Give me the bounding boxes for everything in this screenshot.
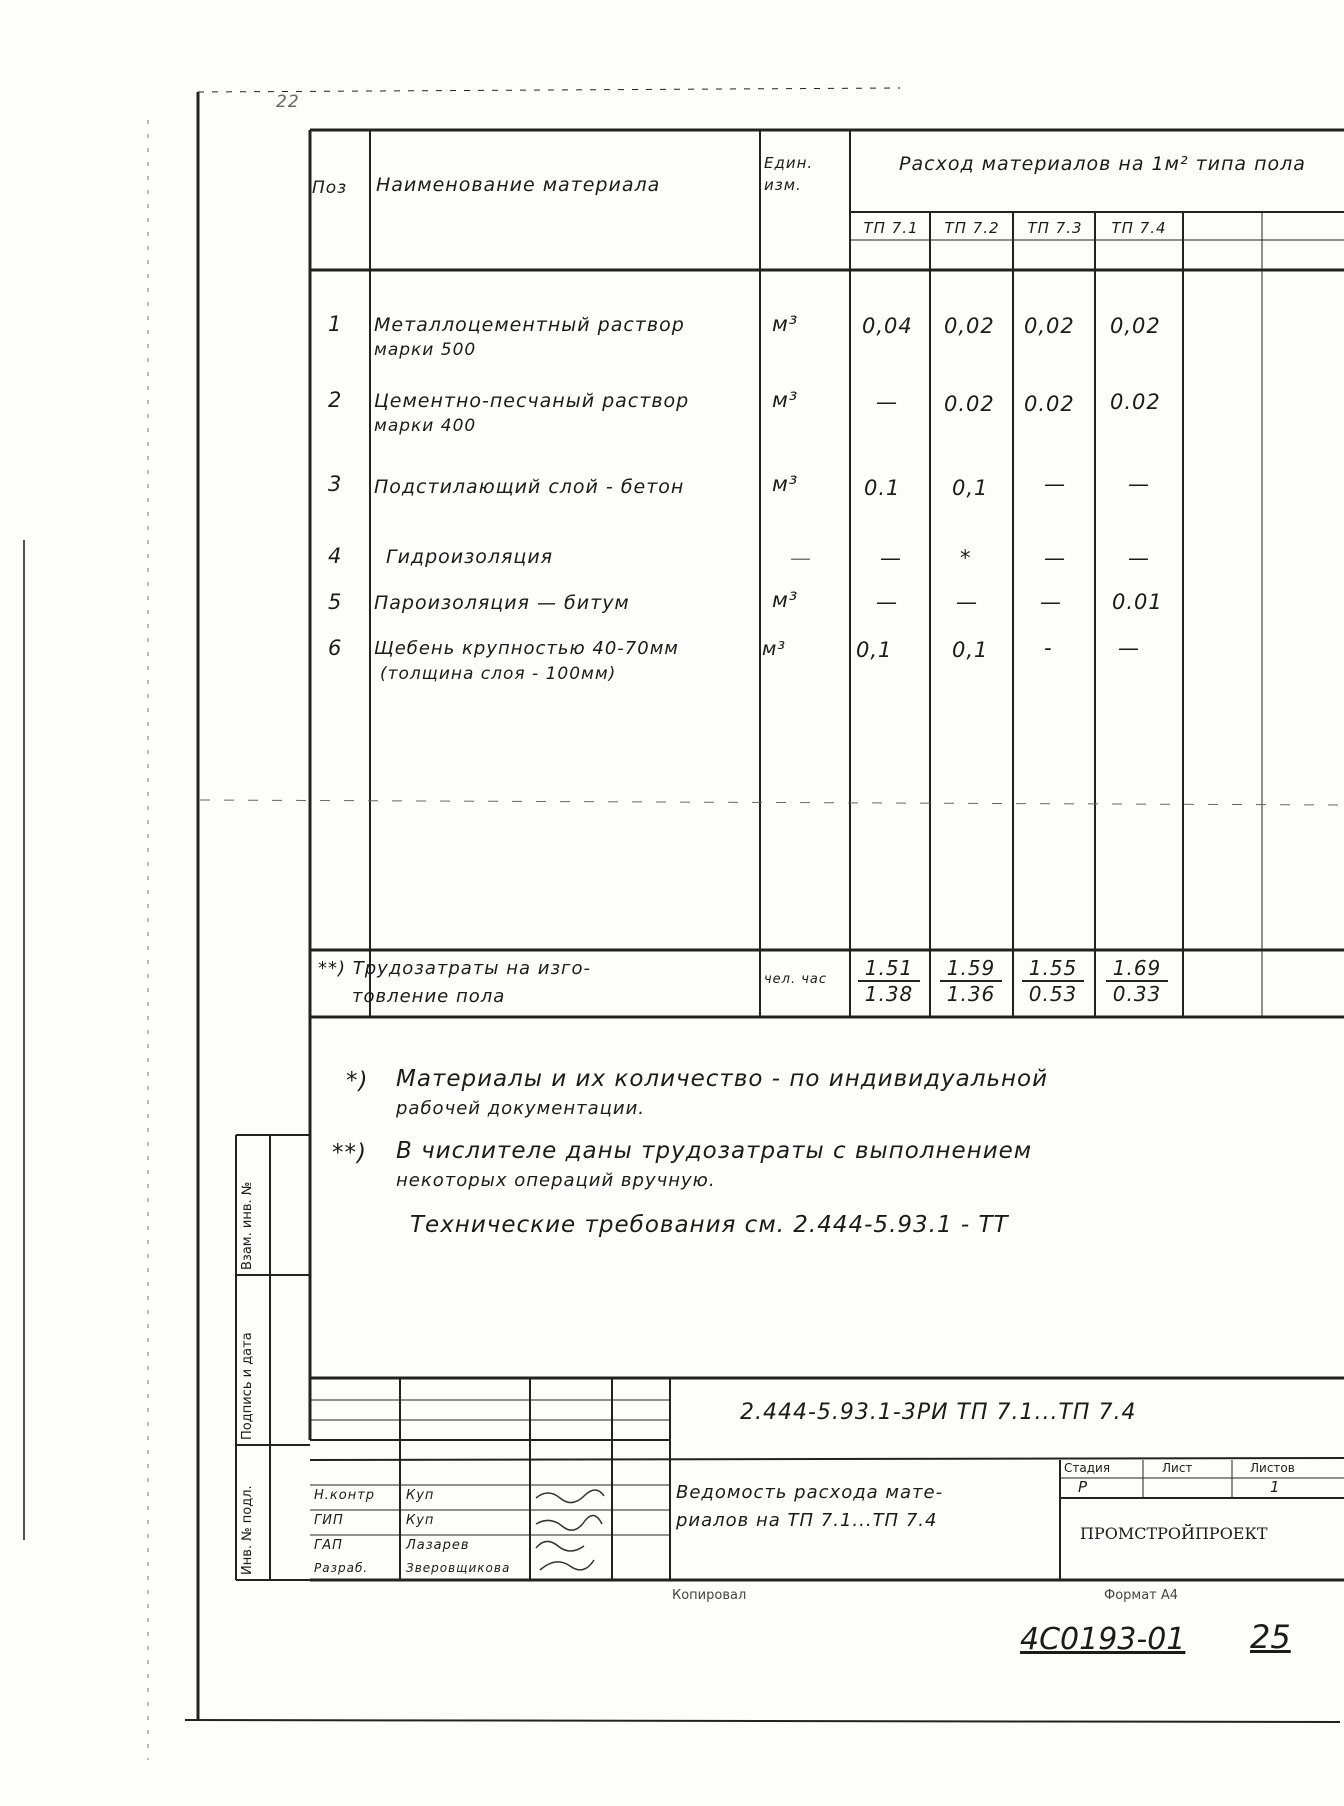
labor-value-4 [1106, 956, 1168, 1006]
row-5-name-line1: Пароизоляция — битум [374, 592, 630, 614]
signer-3-name: Лазарев [406, 1538, 470, 1553]
row-4-value-2: * [960, 546, 972, 570]
row-1-value-1: 0,04 [862, 314, 913, 338]
header-type-1: ТП 7.1 [863, 219, 919, 237]
header-consumption: Расход материалов на 1м² типа пола [899, 153, 1306, 175]
side-label-replaced-inv: Взам. инв. № [240, 1181, 255, 1270]
row-3-value-4: — [1128, 472, 1150, 496]
signer-4-role: Разраб. [314, 1561, 369, 1575]
row-2-name-line2: марки 400 [374, 416, 477, 436]
note-2-line1: В числителе даны трудозатраты с выполнением [396, 1138, 1033, 1164]
page-number: 25 [1250, 1618, 1291, 1656]
labor-value-3 [1022, 956, 1084, 1006]
side-label-inv-orig: Инв. № подл. [240, 1485, 255, 1575]
row-5-value-3: — [1040, 590, 1062, 614]
note-1-line1: Материалы и их количество - по индивидуальной [396, 1066, 1049, 1092]
row-5-value-2: — [956, 590, 978, 614]
signer-3-role: ГАП [314, 1538, 343, 1553]
row-1-pos: 1 [328, 312, 343, 336]
copied-label: Копировал [672, 1588, 747, 1603]
row-1-value-4: 0,02 [1110, 314, 1161, 338]
row-4-name-line1: Гидроизоляция [386, 546, 554, 568]
signer-1-role: Н.контр [314, 1488, 376, 1503]
row-5-pos: 5 [328, 590, 343, 614]
row-6-value-2: 0,1 [952, 638, 989, 662]
row-6-name-line2: (толщина слоя - 100мм) [380, 664, 617, 684]
header-type-4: ТП 7.4 [1111, 219, 1167, 237]
row-1-unit: м³ [772, 312, 799, 336]
header-type-2: ТП 7.2 [944, 219, 1000, 237]
labor-value-1-den: 1.38 [864, 982, 914, 1006]
labor-value-1 [858, 956, 920, 1006]
stage-value: Р [1078, 1478, 1089, 1496]
row-3-unit: м³ [772, 472, 799, 496]
header-type-3: ТП 7.3 [1027, 219, 1083, 237]
signer-2-role: ГИП [314, 1513, 344, 1528]
row-2-pos: 2 [328, 388, 343, 412]
row-6-name-line1: Щебень крупностью 40-70мм [374, 638, 679, 659]
row-2-value-4: 0.02 [1110, 390, 1161, 414]
row-1-name-line1: Металлоцементный раствор [374, 314, 685, 336]
row-3-value-2: 0,1 [952, 476, 989, 500]
header-pos: Поз [312, 178, 348, 198]
row-6-value-4: — [1118, 636, 1140, 660]
note-2-mark: **) [332, 1140, 367, 1166]
labor-value-3-den: 0.53 [1028, 982, 1078, 1006]
format-label: Формат А4 [1104, 1588, 1179, 1603]
labor-label-line1: **) Трудозатраты на изго- [318, 958, 591, 979]
row-3-value-3: — [1044, 472, 1066, 496]
description-line2: риалов на ТП 7.1...ТП 7.4 [676, 1510, 938, 1531]
sheets-value: 1 [1270, 1478, 1281, 1496]
labor-value-4-num: 1.69 [1106, 956, 1168, 982]
row-2-value-3: 0.02 [1024, 392, 1075, 416]
row-6-value-3: - [1044, 636, 1053, 660]
row-1-value-2: 0,02 [944, 314, 995, 338]
corner-mark: 22 [276, 92, 300, 112]
signer-2-name: Куп [406, 1513, 435, 1528]
labor-value-2 [940, 956, 1002, 1006]
sheet-label: Лист [1162, 1461, 1193, 1475]
row-4-pos: 4 [328, 544, 343, 568]
labor-label-line2: товление пола [352, 986, 506, 1007]
header-unit: Един. изм. [764, 154, 814, 194]
labor-value-4-den: 0.33 [1112, 982, 1162, 1006]
signer-4-name: Зверовщикова [406, 1561, 511, 1575]
organization: ПРОМСТРОЙПРОЕКТ [1080, 1524, 1268, 1543]
row-2-value-2: 0.02 [944, 392, 995, 416]
row-4-value-3: — [1044, 546, 1066, 570]
labor-unit: чел. час [764, 972, 828, 987]
document-code: 2.444-5.93.1-3РИ ТП 7.1...ТП 7.4 [740, 1400, 1137, 1425]
row-1-name-line2: марки 500 [374, 340, 477, 360]
row-4-value-1: — [880, 546, 902, 570]
row-4-value-4: — [1128, 546, 1150, 570]
row-6-value-1: 0,1 [856, 638, 893, 662]
labor-value-2-num: 1.59 [940, 956, 1002, 982]
row-3-pos: 3 [328, 472, 343, 496]
row-3-value-1: 0.1 [864, 476, 901, 500]
signer-1-name: Куп [406, 1488, 435, 1503]
note-1-mark: *) [346, 1068, 369, 1094]
row-3-name-line1: Подстилающий слой - бетон [374, 476, 685, 498]
labor-value-2-den: 1.36 [946, 982, 996, 1006]
row-5-value-4: 0.01 [1112, 590, 1163, 614]
side-label-signature-date: Подпись и дата [240, 1332, 255, 1440]
note-1-line2: рабочей документации. [396, 1098, 645, 1119]
note-2-line2: некоторых операций вручную. [396, 1170, 716, 1191]
tech-requirements: Технические требования см. 2.444-5.93.1 - ТТ [410, 1212, 1009, 1238]
row-6-unit: м³ [762, 638, 786, 660]
row-5-unit: м³ [772, 588, 799, 612]
description-line1: Ведомость расхода мате- [676, 1482, 944, 1503]
labor-value-1-num: 1.51 [858, 956, 920, 982]
row-2-unit: м³ [772, 388, 799, 412]
row-4-unit: — [790, 546, 812, 570]
inventory-number: 4С0193-01 [1020, 1622, 1186, 1657]
sheets-label: Листов [1250, 1461, 1295, 1475]
row-6-pos: 6 [328, 636, 343, 660]
row-5-value-1: — [876, 590, 898, 614]
labor-value-3-num: 1.55 [1022, 956, 1084, 982]
row-2-value-1: — [876, 390, 898, 414]
row-1-value-3: 0,02 [1024, 314, 1075, 338]
stage-label: Стадия [1064, 1461, 1111, 1475]
header-name: Наименование материала [376, 174, 661, 196]
row-2-name-line1: Цементно-песчаный раствор [374, 390, 690, 412]
